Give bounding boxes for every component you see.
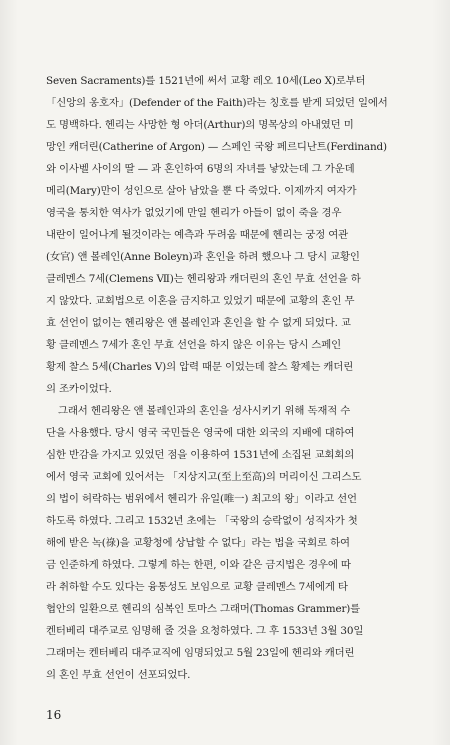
text-line: 황 클레멘스 7세가 혼인 무효 선언을 하지 않은 이유는 당시 스페인: [46, 339, 342, 351]
text-line: 라 취하할 수도 있다는 융통성도 보임으로 교황 클레멘스 7세에게 타: [46, 581, 348, 593]
text-line: 금 인준하게 하였다. 그렇게 하는 한편, 이와 같은 금지법은 경우에 따: [46, 559, 351, 571]
text-line: 심한 반감을 가지고 있었던 점을 이용하여 1531년에 소집된 교회회의: [46, 449, 355, 461]
text-line: 영국을 통치한 역사가 없었기에 만일 헨리가 아들이 없이 죽을 경우: [46, 207, 342, 219]
text-line: 의 혼인 무효 선언이 선포되었다.: [46, 669, 191, 681]
text-line: 효 선언이 없이는 헨리왕은 앤 볼레인과 혼인을 할 수 없게 되었다. 교: [46, 317, 351, 329]
text-line: 도 명백하다. 헨리는 사망한 형 아더(Arthur)의 명목상의 아내였던 미: [46, 119, 354, 131]
text-line: 지 않았다. 교회법으로 이혼을 금지하고 있었기 때문에 교황의 혼인 무: [46, 295, 355, 307]
text-line: 에서 영국 교회에 있어서는 「지상지고(至上至高)의 머리이신 그리스도: [46, 471, 362, 483]
text-line: 의 조카이었다.: [46, 383, 112, 395]
text-line: Seven Sacraments)를 1521년에 써서 교황 레오 10세(Leo X)로부터: [46, 75, 366, 87]
text-line: 「신앙의 옹호자」(Defender of the Faith)라는 칭호를 받게 되었던 일에서: [46, 97, 388, 109]
body-text: [46, 70, 414, 686]
text-line: 의 법이 허락하는 범위에서 헨리가 유일(唯一) 최고의 왕」이라고 선언: [46, 493, 357, 505]
text-line: 협안의 일환으로 헨리의 심복인 토마스 그래머(Thomas Grammer)를: [46, 603, 361, 615]
paragraph-start-line: 그래서 헨리왕은 앤 볼레인과의 혼인을 성사시키기 위해 독재적 수: [58, 405, 351, 417]
text-line: 내란이 일어나게 될것이라는 예측과 두려움 때문에 헨리는 궁정 여관: [46, 229, 349, 241]
text-line: 해에 받은 녹(祿)을 교황청에 상납할 수 없다」라는 법을 국회로 하여: [46, 537, 350, 549]
text-line: 그래머는 켄터베리 대주교직에 임명되었고 5월 23일에 헨리와 캐더린: [46, 647, 355, 659]
text-line: 메리(Mary)만이 성인으로 살아 남았을 뿐 다 죽었다. 이제까지 여자가: [46, 185, 357, 197]
text-line: 켄터베리 대주교로 임명해 줄 것을 요청하였다. 그 후 1533년 3월 30일: [46, 625, 364, 637]
text-line: 와 이사벨 사이의 딸 — 과 혼인하여 6명의 자녀를 낳았는데 그 가운데: [46, 163, 355, 175]
page-number: 16: [46, 708, 62, 722]
text-line: (女官) 앤 볼레인(Anne Boleyn)과 혼인을 하려 했으나 그 당시 교황인: [46, 251, 360, 263]
text-line: 하도록 하였다. 그리고 1532년 초에는 「국왕의 승락없이 성직자가 첫: [46, 515, 358, 527]
text-line: 클레멘스 7세(Clemens Ⅶ)는 헨리왕과 캐더린의 혼인 무효 선언을 하: [46, 273, 361, 285]
text-line: 단을 사용했다. 당시 영국 국민들은 영국에 대한 외국의 지배에 대하여: [46, 427, 355, 439]
text-line: 망인 캐더린(Catherine of Argon) — 스페인 국왕 페르디난트(Ferdinand): [46, 141, 387, 153]
text-line: 황제 찰스 5세(Charles Ⅴ)의 압력 때문 이었는데 찰스 황제는 캐더린: [46, 361, 354, 373]
